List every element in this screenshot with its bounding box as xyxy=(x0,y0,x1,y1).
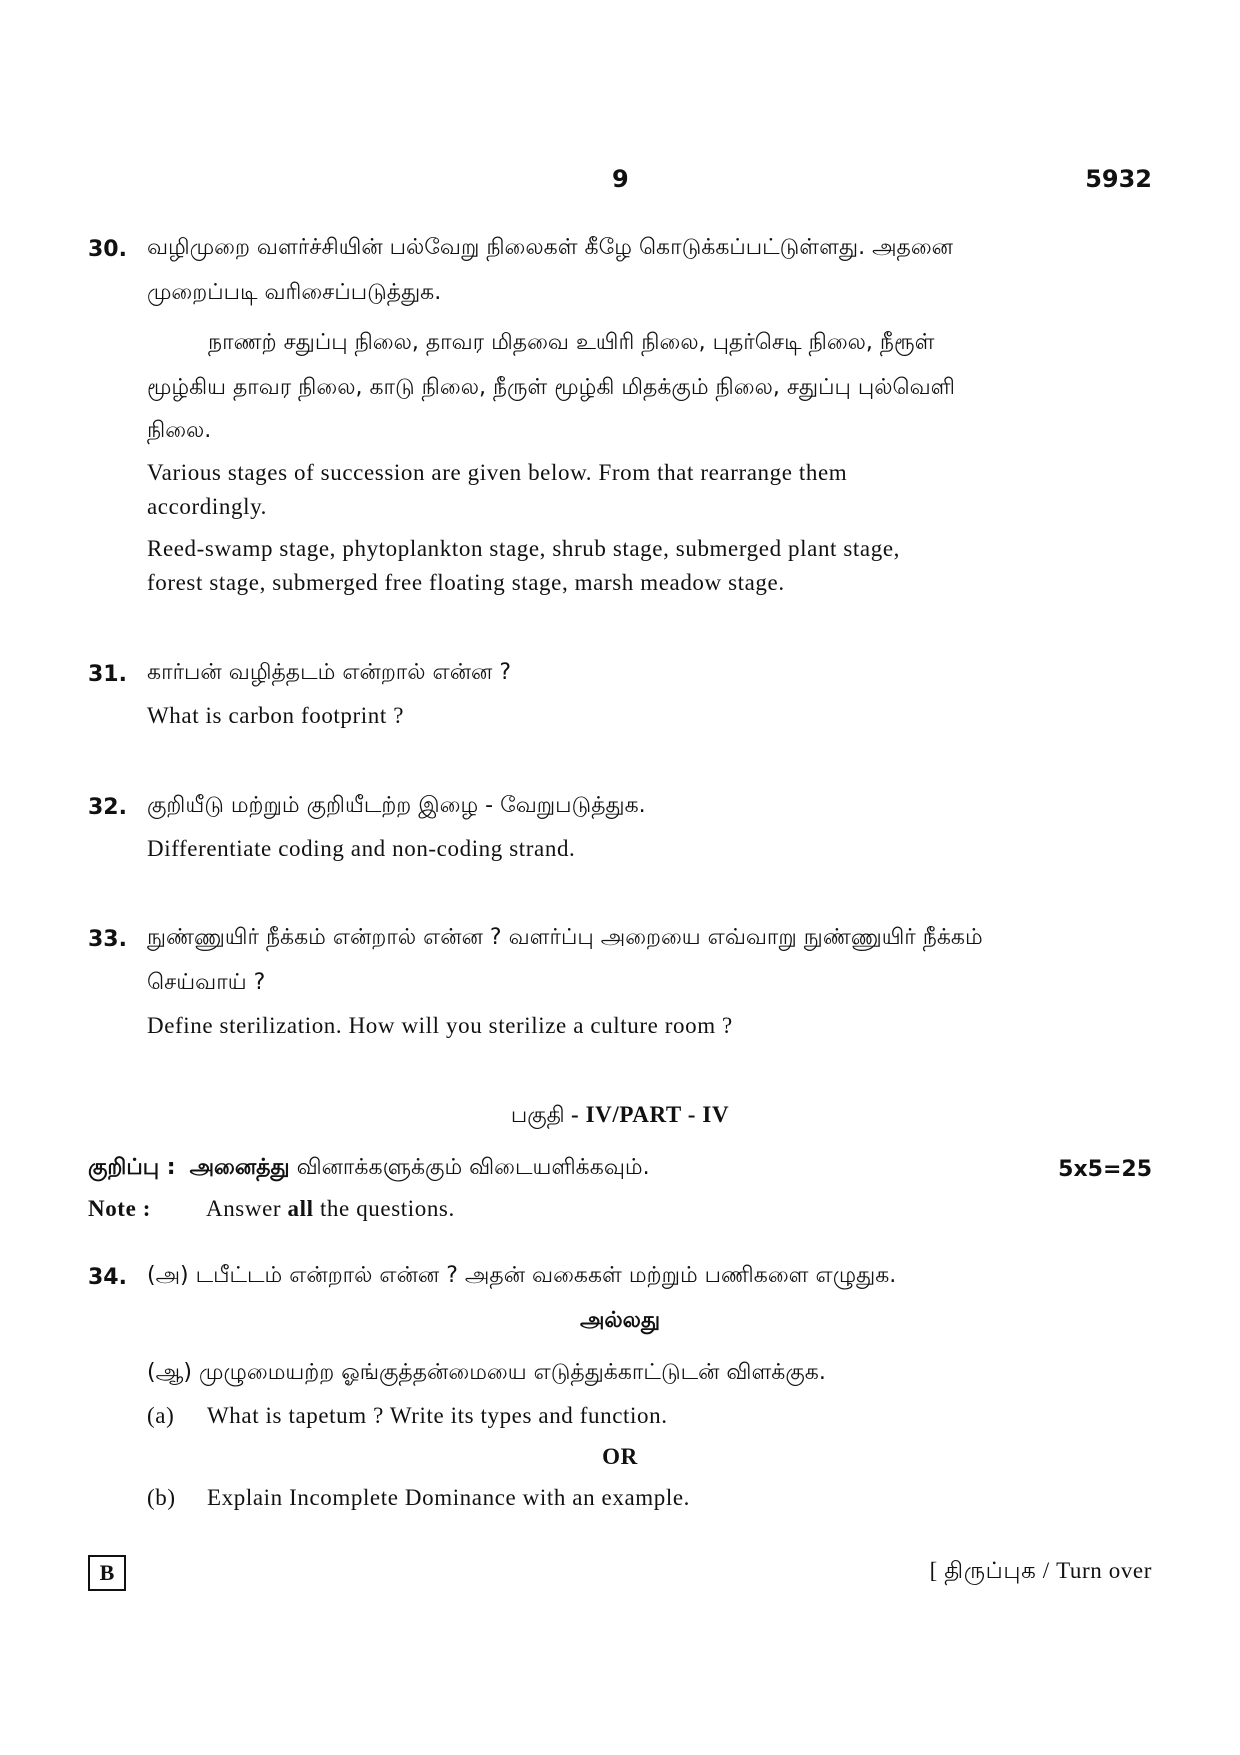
q31-english: What is carbon footprint ? xyxy=(147,703,405,728)
q30-tamil-line2: முறைப்படி வரிசைப்படுத்துக. xyxy=(147,280,442,305)
q30-tamil-line1: வழிமுறை வளர்ச்சியின் பல்வேறு நிலைகள் கீழே கொடுக்கப்பட்டுள்ளது. அதனை xyxy=(147,235,953,260)
q34-english-option-a-label: (a) xyxy=(147,1403,175,1428)
page-number: 9 xyxy=(612,165,629,193)
q34-tamil-option-b: (ஆ) முழுமையற்ற ஓங்குத்தன்மையை எடுத்துக்காட்டுடன் விளக்குக. xyxy=(147,1360,826,1385)
q30-tamil-list-line2: மூழ்கிய தாவர நிலை, காடு நிலை, நீருள் மூழ்கி மிதக்கும் நிலை, சதுப்பு புல்வெளி xyxy=(147,375,955,400)
or-english-text: OR xyxy=(602,1444,638,1469)
part-heading-english: - IV/PART - IV xyxy=(564,1102,730,1127)
note-english-pre: Answer xyxy=(206,1196,288,1221)
part-heading-tamil: பகுதி xyxy=(510,1103,565,1128)
part-heading xyxy=(0,1102,1240,1131)
marks-allocation: 5x5=25 xyxy=(1058,1157,1152,1182)
turn-over-note: [ திருப்புக / Turn over xyxy=(929,1558,1152,1583)
question-number-32: 32. xyxy=(88,795,127,820)
note-tamil-label: குறிப்பு : xyxy=(88,1155,176,1180)
or-tamil-text: அல்லது xyxy=(579,1308,661,1333)
booklet-code: B xyxy=(99,1560,115,1585)
q30-english-list-line2: forest stage, submerged free floating stage, marsh meadow stage. xyxy=(147,570,785,595)
note-tamil-rest: வினாக்களுக்கும் விடையளிக்கவும். xyxy=(289,1155,650,1180)
q30-english-line1: Various stages of succession are given below. From that rearrange them xyxy=(147,460,848,485)
note-english-bold: all xyxy=(287,1196,314,1221)
q32-tamil: குறியீடு மற்றும் குறியீடற்ற இழை - வேறுபடுத்துக. xyxy=(147,793,646,818)
question-number-34: 34. xyxy=(88,1265,127,1290)
note-tamil xyxy=(88,1155,650,1183)
q30-tamil-list-line1: நாணற் சதுப்பு நிலை, தாவர மிதவை உயிரி நிலை, புதர்செடி நிலை, நீரூள் xyxy=(208,330,935,355)
q30-tamil-list-line3: நிலை. xyxy=(147,418,212,443)
q31-tamil: கார்பன் வழித்தடம் என்றால் என்ன ? xyxy=(147,660,512,685)
q30-english-list-line1: Reed-swamp stage, phytoplankton stage, shrub stage, submerged plant stage, xyxy=(147,536,900,561)
or-tamil xyxy=(0,1308,1240,1336)
question-number-33: 33. xyxy=(88,927,127,952)
q34-english-option-b: Explain Incomplete Dominance with an example. xyxy=(207,1485,691,1510)
paper-code: 5932 xyxy=(1085,165,1152,193)
q34-english-option-a: What is tapetum ? Write its types and function. xyxy=(207,1403,668,1428)
q34-tamil-option-a: (அ) டபீட்டம் என்றால் என்ன ? அதன் வகைகள் மற்றும் பணிகளை எழுதுக. xyxy=(147,1263,897,1288)
q32-english: Differentiate coding and non-coding strand. xyxy=(147,836,576,861)
q34-english-option-b-label: (b) xyxy=(147,1485,176,1510)
q33-tamil-line1: நுண்ணுயிர் நீக்கம் என்றால் என்ன ? வளர்ப்பு அறையை எவ்வாறு நுண்ணுயிர் நீக்கம் xyxy=(147,925,983,950)
note-english-label: Note : xyxy=(88,1196,151,1221)
booklet-code-box xyxy=(88,1555,126,1591)
note-english-post: the questions. xyxy=(313,1196,455,1221)
q33-tamil-line2: செய்வாய் ? xyxy=(147,970,266,995)
question-number-30: 30. xyxy=(88,237,127,262)
question-number-31: 31. xyxy=(88,662,127,687)
note-tamil-bold: அனைத்து xyxy=(189,1155,290,1180)
or-english xyxy=(0,1444,1240,1470)
q33-english: Define sterilization. How will you sterilize a culture room ? xyxy=(147,1013,733,1038)
note-english xyxy=(88,1196,455,1222)
q30-english-line2: accordingly. xyxy=(147,494,268,519)
